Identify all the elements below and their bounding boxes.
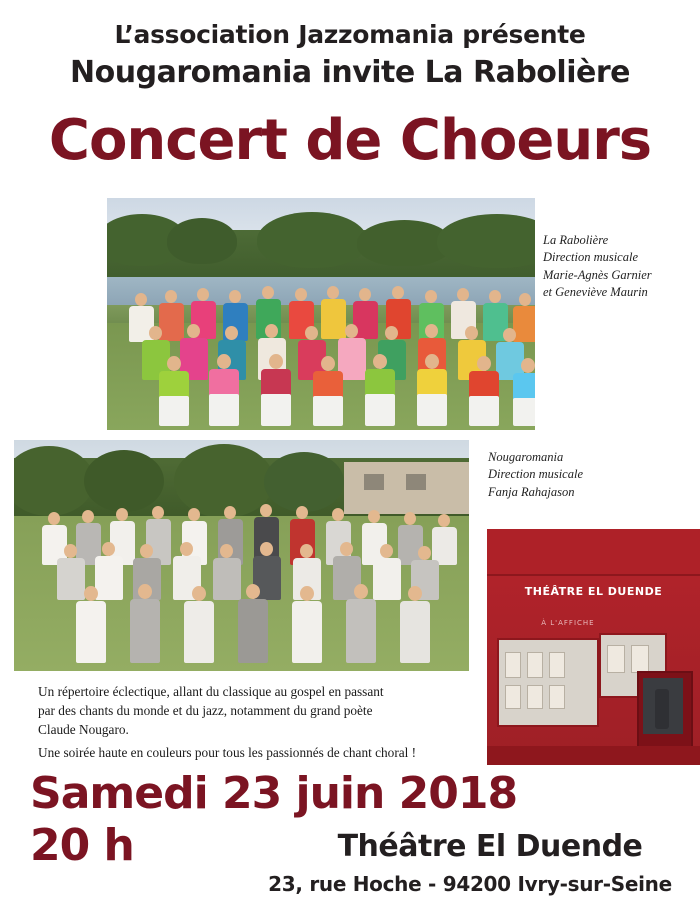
photo1-singer-head	[503, 328, 516, 342]
photo2-singer-head	[192, 586, 206, 601]
photo1-singer-head	[165, 290, 177, 303]
photo1-singer-head	[425, 324, 438, 338]
photo3-poster	[607, 645, 625, 673]
photo2-singer-head	[64, 544, 77, 558]
photo1-singer-head	[425, 290, 437, 303]
photo1-singer-head	[305, 326, 318, 340]
photo2-singer-head	[152, 506, 164, 519]
photo1-singer-head	[265, 324, 278, 338]
photo1-singer-head	[359, 288, 371, 301]
photo3-poster	[505, 652, 521, 678]
photo2-singer	[238, 599, 268, 663]
photo2-singer-head	[332, 508, 344, 521]
photo1-singer-head	[295, 288, 307, 301]
photo2-singer-head	[340, 542, 353, 556]
photo2-singer	[373, 558, 401, 600]
photo1-tree	[257, 212, 367, 268]
caption1-line1: La Rabolière	[543, 233, 609, 247]
caption2-line3: Fanja Rahajason	[488, 484, 575, 499]
photo1-singer	[159, 303, 184, 341]
photo2-singer	[400, 601, 430, 663]
event-time: 20 h	[30, 820, 134, 871]
photo1-singer-head	[225, 326, 238, 340]
photo1-tree	[437, 214, 535, 268]
photo3-poster	[549, 685, 565, 709]
photo1-singer-head	[327, 286, 339, 299]
caption2-line2: Direction musicale	[488, 467, 584, 482]
photo2-singer-head	[188, 508, 200, 521]
photo3-poster	[527, 685, 543, 709]
photo1-singer	[321, 299, 346, 339]
photo2-singer-head	[260, 542, 273, 556]
photo2-singer	[57, 558, 85, 600]
caption1-line3: Marie-Agnès Garnier	[543, 267, 652, 282]
photo2-singer-head	[82, 510, 94, 523]
photo1-white-trousers	[469, 396, 499, 426]
photo3-person	[655, 689, 669, 729]
photo1-singer-head	[385, 326, 398, 340]
photo3-poster	[631, 645, 649, 673]
theatre-affiche-label: À L'AFFICHE	[541, 619, 595, 628]
blurb-line2: par des chants du monde et du jazz, notamment du grand poète	[38, 702, 373, 718]
photo1-singer-head	[425, 354, 439, 369]
photo2-singer-head	[224, 506, 236, 519]
photo1-singer-head	[149, 326, 162, 340]
photo1-singer-head	[321, 356, 335, 371]
photo1-white-trousers	[261, 394, 291, 426]
photo1-singer	[513, 306, 535, 342]
photo2-singer-head	[48, 512, 60, 525]
photo2-singer	[76, 601, 106, 663]
photo1-singer-head	[489, 290, 501, 303]
photo3-plinth	[487, 746, 700, 765]
photo2-singer-head	[180, 542, 193, 556]
blurb-line4: Une soirée haute en couleurs pour tous les passionnés de chant choral !	[38, 744, 417, 760]
photo1-white-trousers	[209, 394, 239, 426]
photo1-singer-head	[373, 354, 387, 369]
photo1-singer-head	[345, 324, 358, 338]
photo2-window	[406, 474, 426, 490]
photo2-singer-head	[300, 544, 313, 558]
photo2-singer-head	[260, 504, 272, 517]
photo2-singer-head	[380, 544, 393, 558]
caption2-line1: Nougaromania	[488, 450, 564, 464]
photo2-bush	[84, 450, 164, 512]
photo1-singer-head	[197, 288, 209, 301]
photo1-singer-head	[457, 288, 469, 301]
event-date: Samedi 23 juin 2018	[30, 768, 518, 819]
photo1-singer-head	[392, 286, 404, 299]
photo1-white-trousers	[313, 396, 343, 426]
photo2-singer-head	[246, 584, 260, 599]
photo-choir-nougaromania	[14, 440, 469, 671]
photo2-singer-head	[404, 512, 416, 525]
photo1-singer-head	[519, 293, 531, 306]
photo2-singer	[292, 601, 322, 663]
photo2-singer	[213, 558, 241, 600]
photo1-white-trousers	[365, 394, 395, 426]
photo2-window	[364, 474, 384, 490]
photo2-singer-head	[220, 544, 233, 558]
photo3-poster	[549, 652, 565, 678]
caption-choir-nougaromania	[488, 449, 678, 501]
photo2-singer-head	[368, 510, 380, 523]
photo2-singer-head	[300, 586, 314, 601]
photo2-singer-head	[296, 506, 308, 519]
page-subtitle-association: L’association Jazzomania présente	[114, 20, 586, 49]
photo3-poster	[505, 685, 521, 709]
photo3-poster	[527, 652, 543, 678]
photo-choir-raboliere	[107, 198, 535, 430]
photo2-singer	[184, 601, 214, 663]
photo1-singer-head	[269, 354, 283, 369]
blurb-line1: Un répertoire éclectique, allant du classique au gospel en passant	[38, 684, 384, 699]
venue-address: 23, rue Hoche - 94200 Ivry-sur-Seine	[268, 872, 672, 896]
photo2-singer	[398, 525, 423, 565]
photo2-singer	[130, 599, 160, 663]
photo2-bush	[174, 444, 274, 518]
caption1-line4: et Geneviève Maurin	[543, 284, 648, 299]
photo2-singer-head	[138, 584, 152, 599]
photo2-singer-head	[102, 542, 115, 556]
photo2-singer-head	[84, 586, 98, 601]
photo2-bush	[264, 452, 344, 512]
photo1-singer-head	[521, 358, 535, 373]
theatre-sign-text: THÉÂTRE EL DUENDE	[524, 585, 663, 599]
photo1-singer-head	[465, 326, 478, 340]
page-subtitle-invite: Nougaromania invite La Rabolière	[70, 55, 630, 90]
photo2-singer-head	[438, 514, 450, 527]
photo2-singer	[346, 599, 376, 663]
photo2-singer-head	[116, 508, 128, 521]
photo3-upper-wall	[487, 529, 700, 576]
caption-choir-raboliere	[543, 232, 693, 301]
photo1-singer-head	[477, 356, 491, 371]
photo1-white-trousers	[159, 396, 189, 426]
photo2-singer	[95, 556, 123, 600]
photo2-singer-head	[408, 586, 422, 601]
photo1-white-trousers	[513, 398, 535, 426]
photo1-singer-head	[229, 290, 241, 303]
photo2-singer-head	[418, 546, 431, 560]
photo1-tree	[167, 218, 237, 264]
caption1-line2: Direction musicale	[543, 250, 639, 265]
photo1-singer-head	[167, 356, 181, 371]
description-blurb	[38, 683, 468, 763]
venue-name: Théâtre El Duende	[337, 829, 643, 864]
photo1-singer-head	[262, 286, 274, 299]
blurb-line3: Claude Nougaro.	[38, 721, 129, 737]
photo1-singer-head	[135, 293, 147, 306]
page-title: Concert de Choeurs	[48, 108, 652, 173]
photo1-singer-head	[187, 324, 200, 338]
photo-theatre-facade	[487, 529, 700, 765]
photo2-singer-head	[140, 544, 153, 558]
photo2-singer-head	[354, 584, 368, 599]
photo1-white-trousers	[417, 394, 447, 426]
photo1-singer-head	[217, 354, 231, 369]
